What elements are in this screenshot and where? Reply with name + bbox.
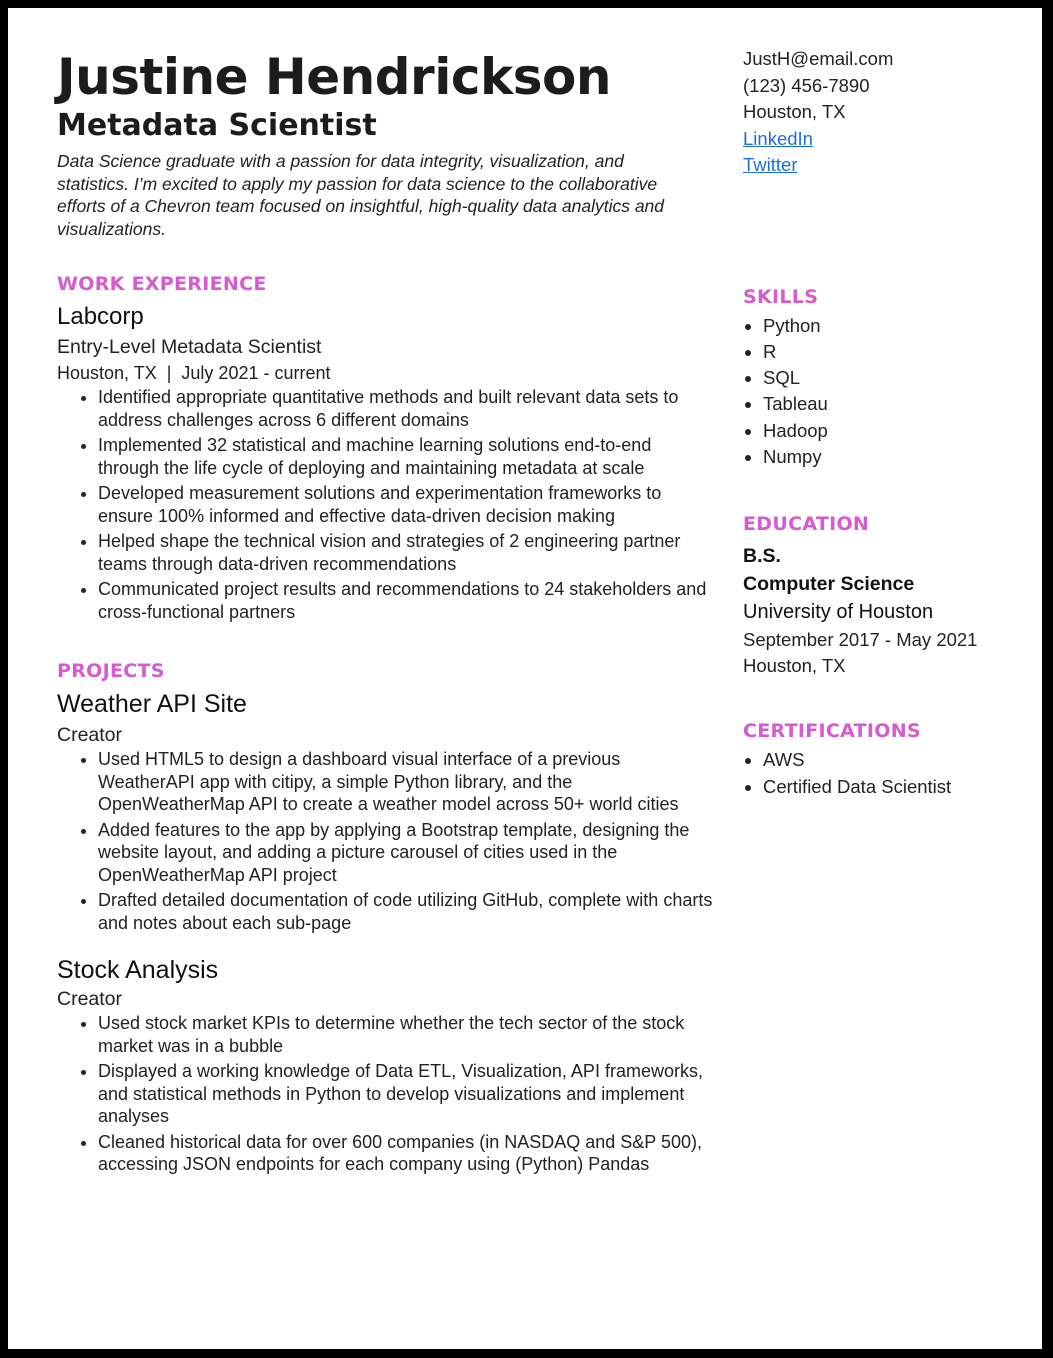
job-separator: | <box>166 363 172 383</box>
contact-phone: (123) 456-7890 <box>743 74 870 96</box>
list-item: • Certified Data Scientist <box>763 774 1033 800</box>
list-item: • Communicated project results and recommendations to 24 stakeholders and cross-functional partners <box>98 578 717 623</box>
projects-section <box>57 659 717 1176</box>
certifications-section <box>743 719 1033 800</box>
education-section <box>743 512 1033 679</box>
list-item: • Developed measurement solutions and experimentation frameworks to ensure 100% informed and effective data-driven decision making <box>98 482 717 527</box>
skills-heading: SKILLS <box>743 285 819 308</box>
project-bullets <box>57 748 717 934</box>
list-item: • R <box>763 339 1033 365</box>
education-school: University of Houston <box>743 601 934 624</box>
project-entry <box>57 688 717 934</box>
contact-location: Houston, TX <box>743 101 846 122</box>
project-entry <box>57 954 717 1176</box>
projects-heading: PROJECTS <box>57 660 165 682</box>
project-role: Creator <box>57 724 123 746</box>
education-degree: B.S. <box>743 545 781 568</box>
candidate-title: Metadata Scientist <box>57 108 377 143</box>
job-entry <box>57 302 717 623</box>
education-heading: EDUCATION <box>743 513 870 536</box>
twitter-link[interactable]: Twitter <box>743 154 798 175</box>
list-item: • Hadoop <box>763 418 1033 444</box>
education-location: Houston, TX <box>743 655 846 677</box>
list-item: • Tableau <box>763 391 1033 417</box>
project-role: Creator <box>57 988 123 1010</box>
list-item: • AWS <box>763 747 1033 773</box>
certifications-heading: CERTIFICATIONS <box>743 720 921 743</box>
job-role: Entry-Level Metadata Scientist <box>57 336 322 358</box>
job-meta <box>57 360 717 386</box>
summary: Data Science graduate with a passion for data integrity, visualization, and statistics. I’m excited to apply my passion for data science to the collaborative efforts of a Chevron team focused on insightful, high-quality data analytics and visualizations. <box>57 151 665 239</box>
list-item: • Implemented 32 statistical and machine learning solutions end-to-end through the life cycle of deploying and maintaining metadata at scale <box>98 434 717 479</box>
list-item: • Numpy <box>763 444 1033 470</box>
sidebar-column <box>743 46 1033 800</box>
work-experience-heading: WORK EXPERIENCE <box>57 273 267 295</box>
contact-block <box>743 46 1033 179</box>
education-major: Computer Science <box>743 573 915 596</box>
education-dates: September 2017 - May 2021 <box>743 629 978 651</box>
list-item: • Python <box>763 313 1033 339</box>
list-item: • SQL <box>763 365 1033 391</box>
project-title: Stock Analysis <box>57 956 219 984</box>
job-location: Houston, TX <box>57 363 157 383</box>
main-column <box>57 48 717 1179</box>
project-title: Weather API Site <box>57 690 247 718</box>
skills-section <box>743 285 1033 471</box>
linkedin-link[interactable]: LinkedIn <box>743 127 813 149</box>
list-item: • Displayed a working knowledge of Data ETL, Visualization, API frameworks, and statistical methods in Python to develop visualizations and implement analyses <box>98 1060 717 1128</box>
candidate-name: Justine Hendrickson <box>57 48 611 106</box>
list-item: • Used HTML5 to design a dashboard visual interface of a previous WeatherAPI app with citipy, a simple Python library, and the OpenWeatherMap API to create a weather model across 50+ world cities <box>98 748 717 816</box>
job-company: Labcorp <box>57 303 144 330</box>
resume-page <box>8 8 1042 1349</box>
project-bullets <box>57 1012 717 1176</box>
job-dates: July 2021 - current <box>181 363 331 383</box>
work-experience-section <box>57 272 717 623</box>
list-item: • Used stock market KPIs to determine whether the tech sector of the stock market was in a bubble <box>98 1012 717 1057</box>
list-item: • Cleaned historical data for over 600 companies (in NASDAQ and S&P 500), accessing JSON endpoints for each company using (Python) Pandas <box>98 1131 717 1176</box>
certifications-list <box>743 747 1033 800</box>
list-item: • Helped shape the technical vision and strategies of 2 engineering partner teams through data-driven recommendations <box>98 530 717 575</box>
contact-email: JustH@email.com <box>743 48 894 69</box>
list-item: • Drafted detailed documentation of code utilizing GitHub, complete with charts and notes about each sub-page <box>98 889 717 934</box>
skills-list <box>743 313 1033 471</box>
job-bullets <box>57 386 717 623</box>
list-item: • Added features to the app by applying a Bootstrap template, designing the website layout, and adding a picture carousel of cities used in the OpenWeatherMap API project <box>98 819 717 887</box>
list-item: • Identified appropriate quantitative methods and built relevant data sets to address challenges across 6 different domains <box>98 386 717 431</box>
